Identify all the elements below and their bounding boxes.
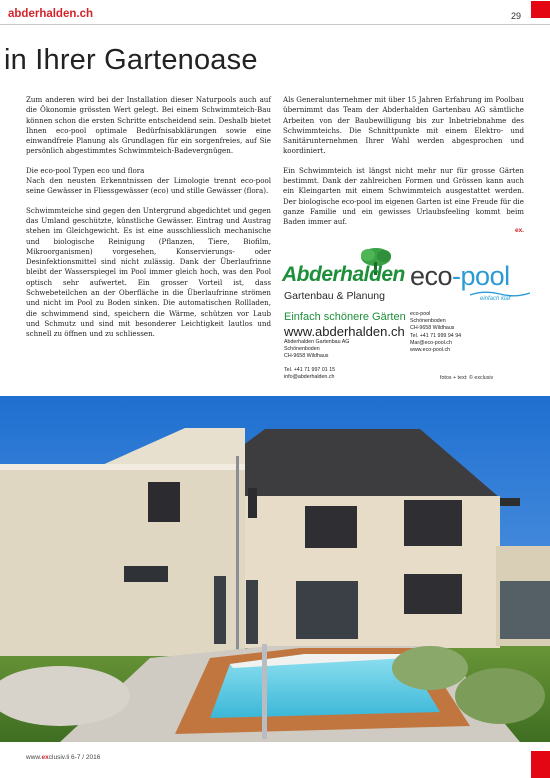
ecopool-url[interactable]: www.eco-pool.ch	[410, 347, 451, 354]
abderhalden-slogan: Einfach schönere Gärten	[284, 311, 406, 323]
address-line: Schönenboden	[284, 346, 320, 353]
ecopool-contact	[410, 311, 520, 354]
article-column-right	[283, 95, 524, 236]
photo-credit: fotos + text: © exclusiv	[440, 375, 494, 381]
abderhalden-phone: Tel. +41 71 997 01 15	[284, 367, 336, 373]
footer-accent-square	[531, 751, 550, 778]
abderhalden-address	[284, 339, 404, 361]
ecopool-logo-eco: eco	[410, 261, 453, 291]
article-subhead-text: Nach den neusten Erkenntnissen der Limologie trennt eco-pool seine Gewässer in Fliessgewässer (eco) und stille Gewässer (flora).	[26, 176, 271, 196]
site-link[interactable]: abderhalden.ch	[8, 8, 93, 20]
abderhalden-contact	[284, 367, 404, 381]
page-title: in Ihrer Gartenoase	[4, 44, 258, 76]
article-end-mark: ex.	[514, 226, 524, 234]
abderhalden-logo-subtitle: Gartenbau & Planung	[284, 290, 385, 302]
ecopool-email[interactable]: Mar@eco-pool.ch	[410, 339, 452, 346]
article-column-left	[26, 95, 271, 349]
header-divider	[0, 24, 550, 25]
article-paragraph: Als Generalunternehmer mit über 15 Jahren Erfahrung im Poolbau übernimmt das Team der Abderhalden Gartenbau AG sämtliche Arbeiten von der Baubewilligung bis zur Inbetriebnahme des Schwimmteichs. Die Schnittpunkte mit einem Elektro- und Sanitärunternehmen Ihrer Wahl werden abgesprochen und koordiniert.	[283, 95, 524, 156]
ecopool-logo	[410, 261, 530, 306]
address-line: CH-9658 Wildhaus	[284, 353, 329, 360]
address-line: Abderhalden Gartenbau AG	[284, 339, 350, 345]
article-paragraph: Zum anderen wird bei der Installation dieser Naturpools auch auf die Ökonomie grössten Wert gelegt. Bei einem Schwimmteich-Bau können schon die ersten Schritte entscheidend sein. Deshalb bietet Ihnen eco-pool optimale Bedürfnisabklärungen sowie eine einwandfreie Planung als Grundlagen für ein sorgenfreies, auf Sie persönlich abgestimmtes Schwimmteich-Badevergnügen.	[26, 95, 271, 156]
article-subhead: Die eco-pool Typen eco und flora	[26, 165, 145, 175]
contact-line: CH-9658 Wildhaus	[410, 325, 455, 332]
article-subsection	[26, 166, 271, 197]
abderhalden-url[interactable]: www.abderhalden.ch	[284, 324, 405, 339]
page-number: 29	[511, 11, 522, 21]
ecopool-logo-pool: -pool	[452, 261, 510, 291]
article-paragraph: Ein Schwimmteich ist längst nicht mehr nur für grosse Gärten bestimmt. Dank der zahlreichen Formen und Grössen kann auch ein Kleingarten mit einem Schwimmteich ausgestattet werden. Der biologische eco-pool im eigenen Garten ist eine Freude für die ganze Familie und ein gewisses Urlaubsfeeling kommt beim Baden immer auf.	[283, 165, 524, 227]
ecopool-tagline: einfach klar	[480, 296, 511, 302]
contact-line: Schönenboden	[410, 318, 446, 325]
house-pool-photo	[0, 396, 550, 742]
footer-publication: www.exclusiv.li 6-7 / 2016	[26, 754, 101, 761]
abderhalden-logo-name: Abderhalden	[282, 263, 405, 286]
abderhalden-logo	[282, 249, 410, 309]
contact-line: eco-pool	[410, 311, 431, 317]
header-accent-square	[531, 1, 550, 18]
abderhalden-email[interactable]: info@abderhalden.ch	[284, 374, 335, 381]
ecopool-phone: Tel. +41 71 999 94 94	[410, 332, 462, 339]
article-paragraph: Schwimmteiche sind gegen den Untergrund abgedichtet und gegen das Umland geschützte, künstliche Gewässer. Eintrag und Austrag stehen im Gleichgewicht. Es ist eine ausschliesslich mechanische und biologische Reinigung (Pflanzen, Tiere, Biofilm, Mikroorganismen) vorgesehen, Konservierungs- oder Desinfektionsmittel sind nicht zulässig. Dank der Überlaufrinne bleibt der Wasserspiegel im Pool immer gleich hoch, was den Pool optisch sehr aufwertet. Ein grosser Vorteil ist, dass Schwebeteilchen an der Oberfläche in die Überlaufrinne strömen und nicht im Pool zu Boden sinken. Die automatischen Rollladen, die schwimmend sind, speichern die Wärme, schützen vor Laub und Schmutz und sind mit besonderer Leichtigkeit lautlos und schnell zu öffnen und zu schliessen.	[26, 205, 271, 339]
